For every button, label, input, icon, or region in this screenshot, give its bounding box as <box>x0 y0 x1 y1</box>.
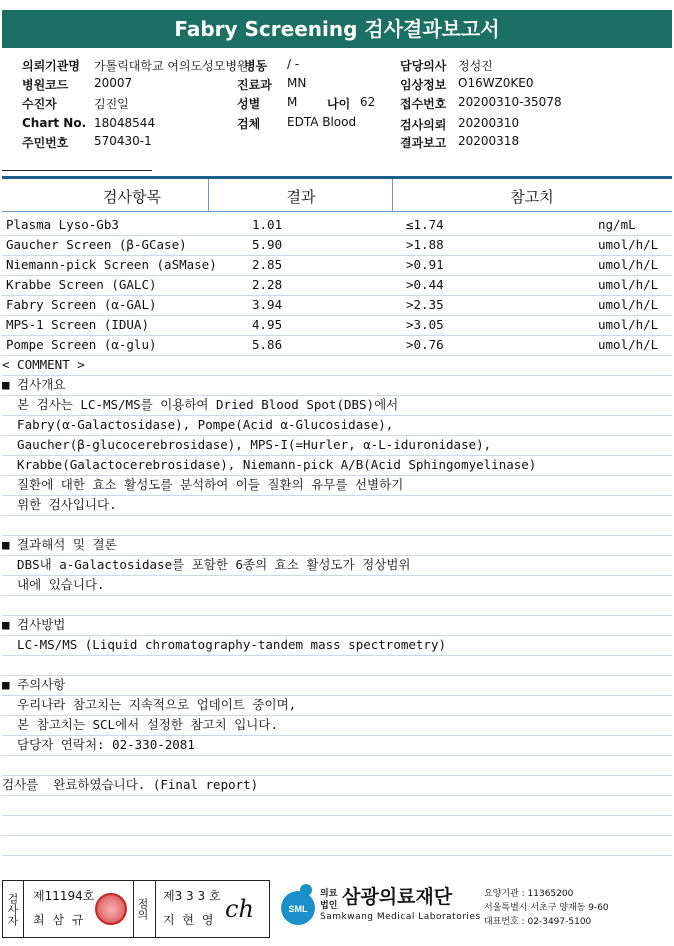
reference-range: ≤1.74 <box>406 217 444 232</box>
chart-value: 18048544 <box>94 116 156 130</box>
doctor-label: 담당의사 <box>400 59 447 73</box>
table-row <box>2 275 672 296</box>
unit: umol/h/L <box>598 277 659 292</box>
unit: umol/h/L <box>598 297 659 312</box>
company-en: Samkwang Medical Laboratories <box>320 912 481 922</box>
test-result: 5.86 <box>252 337 283 352</box>
company-prefix-2: 법인 <box>320 901 338 911</box>
test-result: 4.95 <box>252 317 283 332</box>
comment-line: 우리나라 참고치는 지속적으로 업데이트 중이며, <box>2 695 672 716</box>
ruled-line <box>2 835 672 856</box>
comment-line: 질환에 대한 효소 활성도를 분석하여 이들 질환의 유무를 선별하기 <box>2 475 672 496</box>
unit: umol/h/L <box>598 337 659 352</box>
comment-line: 위한 검사입니다. <box>2 495 672 516</box>
hospital-value: 가톨릭대학교 여의도성모병원 <box>94 59 249 73</box>
unit: umol/h/L <box>598 237 659 252</box>
comment-line <box>2 655 672 676</box>
ruled-line <box>2 855 672 869</box>
specimen-value: EDTA Blood <box>287 115 357 129</box>
chart-label: Chart No. <box>22 116 87 130</box>
comment-line: 검사를 완료하였습니다. (Final report) <box>2 775 672 796</box>
comment-line: 내에 있습니다. <box>2 575 672 596</box>
comment-line: 본 검사는 LC-MS/MS를 이용하여 Dried Blood Spot(DBS)에서 <box>2 395 672 416</box>
test-result: 3.94 <box>252 297 283 312</box>
receipt-value: 20200310-35078 <box>458 95 562 109</box>
box-divider <box>23 881 24 937</box>
comment-line: Gaucher(β-glucocerebrosidase), MPS-I(=Hurler, α-L-iduronidase), <box>2 435 672 456</box>
clinical-label: 임상정보 <box>400 78 447 92</box>
reference-range: >2.35 <box>406 297 444 312</box>
ward-label: 병동 <box>244 59 268 73</box>
dept-label: 진료과 <box>237 78 272 92</box>
col-header-result: 결과 <box>286 188 316 206</box>
collector-label: 수진자 <box>22 97 57 111</box>
section-heading: ■ 검사개요 <box>2 375 672 396</box>
comment-line: DBS내 a-Galactosidase를 포함한 6종의 효소 활성도가 정상범위 <box>2 555 672 576</box>
sml-logo-icon <box>276 882 320 926</box>
comment-line: 담당자 연락처: 02-330-2081 <box>2 735 672 756</box>
signature: ch <box>225 895 254 923</box>
age-label: 나이 <box>327 97 351 111</box>
request-label: 검사의뢰 <box>400 118 447 132</box>
sex-value: M <box>287 95 298 109</box>
address: 서울특별시 서초구 양재동 9-60 <box>484 903 609 913</box>
table-row <box>2 235 672 256</box>
col-header-ref: 참고치 <box>510 188 554 206</box>
confirmer-label: 점의 <box>136 898 149 920</box>
test-item: Niemann-pick Screen (aSMase) <box>6 257 217 272</box>
company-name: 삼광의료재단 <box>342 886 453 908</box>
hospital-label: 의뢰기관명 <box>22 59 80 73</box>
unit: ng/mL <box>598 217 636 232</box>
sml-text: SML <box>288 904 308 914</box>
code-label: 병원코드 <box>22 78 69 92</box>
table-row <box>2 315 672 336</box>
test-result: 5.90 <box>252 237 283 252</box>
report-date-value: 20200318 <box>458 134 520 148</box>
company-logo-area <box>270 880 674 936</box>
table-row <box>2 215 672 236</box>
comment-line <box>2 595 672 616</box>
test-item: Pompe Screen (α-glu) <box>6 337 157 352</box>
ward-value: / - <box>287 57 300 71</box>
code-value: 20007 <box>94 76 133 90</box>
test-item: Plasma Lyso-Gb3 <box>6 217 119 232</box>
comment-line <box>2 755 672 776</box>
care-no: 요양기관 : 11365200 <box>484 889 574 899</box>
confirmer-no: 제3 3 3 호 <box>163 889 221 903</box>
box-divider <box>155 881 156 937</box>
col-header-item: 검사항목 <box>103 188 161 206</box>
dept-value: MN <box>287 76 307 90</box>
reference-range: >0.91 <box>406 257 444 272</box>
report-title: Fabry Screening 검사결과보고서 <box>2 10 672 48</box>
resident-value: 570430-1 <box>94 134 152 148</box>
test-item: Fabry Screen (α-GAL) <box>6 297 157 312</box>
comment-line: LC-MS/MS (Liquid chromatography-tandem mass spectrometry) <box>2 635 672 656</box>
test-result: 2.28 <box>252 277 283 292</box>
doctor-value: 정성진 <box>458 59 493 73</box>
request-value: 20200310 <box>458 116 520 130</box>
comment-line: Fabry(α-Galactosidase), Pompe(Acid α-Glucosidase), <box>2 415 672 436</box>
table-row <box>2 295 672 316</box>
header-underline <box>2 211 672 212</box>
signature-box <box>2 880 270 938</box>
report-date-label: 결과보고 <box>400 136 447 150</box>
collector-value: 김진일 <box>94 97 129 111</box>
phone: 대표번호 : 02-3497-5100 <box>484 917 592 927</box>
clinical-value: O16WZ0KE0 <box>458 76 534 90</box>
test-item: MPS-1 Screen (IDUA) <box>6 317 149 332</box>
comment-line: 본 참고치는 SCL에서 설정한 참고치 입니다. <box>2 715 672 736</box>
test-result: 2.85 <box>252 257 283 272</box>
comment-line: Krabbe(Galactocerebrosidase), Niemann-pick A/B(Acid Sphingomyelinase) <box>2 455 672 476</box>
reference-range: >1.88 <box>406 237 444 252</box>
unit: umol/h/L <box>598 317 659 332</box>
comment-line <box>2 515 672 536</box>
comment-heading: < COMMENT > <box>2 355 672 376</box>
unit: umol/h/L <box>598 257 659 272</box>
table-row <box>2 255 672 276</box>
reference-range: >0.76 <box>406 337 444 352</box>
tester-label: 검사자 <box>6 892 19 926</box>
section-heading: ■ 주의사항 <box>2 675 672 696</box>
seal-stamp-icon <box>95 893 127 925</box>
test-item: Krabbe Screen (GALC) <box>6 277 157 292</box>
sex-label: 성별 <box>237 97 261 111</box>
header-divider <box>2 170 152 171</box>
test-item: Gaucher Screen (β-GCase) <box>6 237 187 252</box>
ruled-line <box>2 795 672 816</box>
specimen-label: 검체 <box>237 117 261 131</box>
receipt-label: 접수번호 <box>400 97 447 111</box>
company-prefix-1: 의료 <box>320 889 338 899</box>
reference-range: >3.05 <box>406 317 444 332</box>
ruled-line <box>2 815 672 836</box>
tester-no: 제11194호 <box>33 889 95 903</box>
report-body <box>2 176 672 869</box>
confirmer-name: 지 현 영 <box>163 913 216 927</box>
test-result: 1.01 <box>252 217 283 232</box>
resident-label: 주민번호 <box>22 136 69 150</box>
reference-range: >0.44 <box>406 277 444 292</box>
section-heading: ■ 결과해석 및 결론 <box>2 535 672 556</box>
table-row <box>2 335 672 356</box>
tester-name: 최 삼 규 <box>33 913 86 927</box>
section-heading: ■ 검사방법 <box>2 615 672 636</box>
age-value: 62 <box>360 95 376 109</box>
